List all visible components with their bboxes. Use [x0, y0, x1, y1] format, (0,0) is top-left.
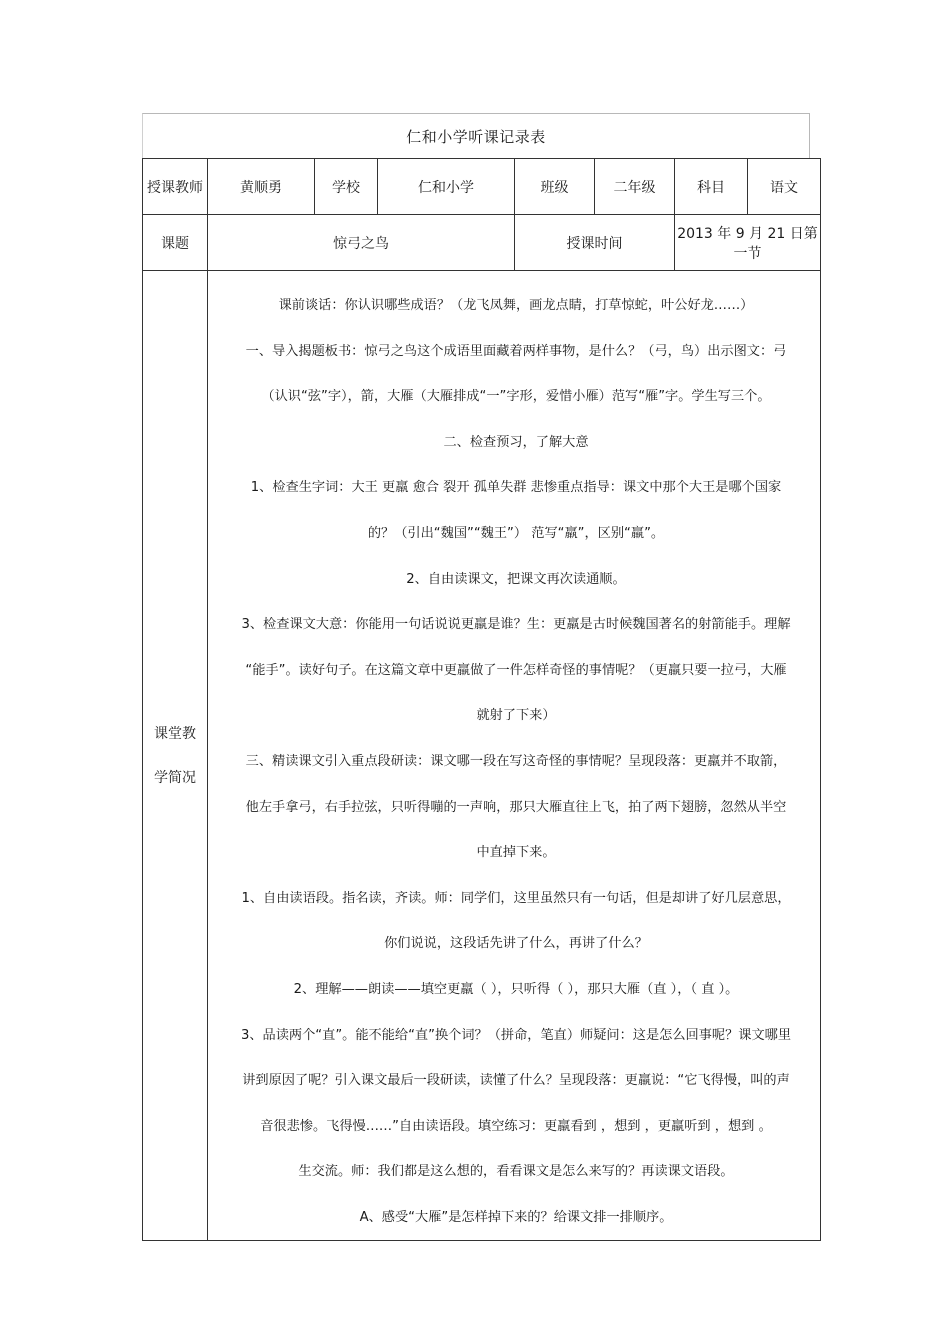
summary-label [143, 271, 208, 1241]
content-line-4: 二、检查预习，了解大意 [443, 434, 589, 450]
time-value: 2013 年 9 月 21 日第一节 [675, 215, 821, 271]
topic-label: 课题 [143, 215, 208, 271]
content-line-8: 3、检查课文大意：你能用一句话说说更羸是谁？生：更羸是古时候魏国著名的射箭能手。理解 [241, 617, 791, 633]
summary-row [143, 271, 821, 1241]
class-label: 班级 [515, 159, 595, 215]
content-line-5: 1、检查生字词：大王 更羸 愈合 裂开 孤单失群 悲惨重点指导：课文中那个大王是哪个国家 [250, 480, 782, 496]
content-line-19: 音很悲惨。飞得慢……”自由读语段。填空练习：更羸看到 ，想到 ，更羸听到 ，想到 。 [260, 1118, 772, 1134]
school-value: 仁和小学 [378, 159, 515, 215]
content-line-2: 一、导入揭题板书：惊弓之鸟这个成语里面藏着两样事物，是什么？（弓，鸟）出示图文：弓 [245, 343, 787, 359]
content-line-7: 2、自由读课文，把课文再次读通顺。 [406, 571, 626, 587]
content-line-15: 你们说说，这段话先讲了什么，再讲了什么？ [384, 936, 648, 952]
content-line-21: A、感受“大雁”是怎样掉下来的？给课文排一排顺序。 [359, 1209, 673, 1225]
content-line-3: （认识“弦”字），箭，大雁（大雁排成“一”字形，爱惜小雁）范写“雁”字。学生写三个。 [261, 389, 771, 405]
school-label: 学校 [315, 159, 378, 215]
time-label: 授课时间 [515, 215, 675, 271]
content-line-13: 中直掉下来。 [476, 845, 556, 861]
summary-label-line-1: 课堂教 [154, 725, 196, 742]
subject-label: 科目 [675, 159, 748, 215]
content-line-10: 就射了下来） [476, 708, 556, 724]
form-title: 仁和小学听课记录表 [142, 113, 810, 159]
topic-row [143, 215, 821, 271]
class-value: 二年级 [595, 159, 675, 215]
content-line-1: 课前谈话：你认识哪些成语？（龙飞凤舞，画龙点睛，打草惊蛇，叶公好龙……） [278, 298, 754, 313]
topic-value: 惊弓之鸟 [208, 215, 515, 271]
content-line-6: 的？（引出“魏国”“魏王”） 范写“羸”，区别“羸”。 [367, 525, 665, 541]
content-line-17: 3、品读两个“直”。能不能给“直”换个词？（拼命，笔直）师疑问：这是怎么回事呢？课文哪里 [240, 1027, 792, 1043]
lesson-record-table [142, 158, 821, 1241]
summary-content [208, 271, 821, 1241]
subject-value: 语文 [748, 159, 821, 215]
content-line-20: 生交流。师：我们都是这么想的，看看课文是怎么来写的？再读课文语段。 [298, 1164, 734, 1180]
teacher-value: 黄顺勇 [208, 159, 315, 215]
content-line-18: 讲到原因了呢？引入课文最后一段研读，读懂了什么？呈现段落：更羸说：“它飞得慢，叫的声 [242, 1073, 790, 1089]
content-line-16: 2、理解——朗读——填空更羸（ ），只听得（ ），那只大雁（直 ），（ 直 ）。 [293, 981, 739, 997]
content-line-14: 1、自由读语段。指名读，齐读。师：同学们，这里虽然只有一句话，但是却讲了好几层意思， [241, 890, 791, 906]
teacher-label: 授课教师 [143, 159, 208, 215]
summary-label-line-2: 学简况 [154, 769, 196, 786]
info-row [143, 159, 821, 215]
content-line-12: 他左手拿弓，右手拉弦，只听得嘣的一声响，那只大雁直往上飞，拍了两下翅膀，忽然从半空 [245, 799, 787, 815]
content-line-11: 三、精读课文引入重点段研读：课文哪一段在写这奇怪的事情呢？呈现段落：更羸并不取箭， [245, 753, 787, 769]
content-line-9: “能手”。读好句子。在这篇文章中更羸做了一件怎样奇怪的事情呢？（更羸只要一拉弓，大雁 [245, 662, 787, 678]
